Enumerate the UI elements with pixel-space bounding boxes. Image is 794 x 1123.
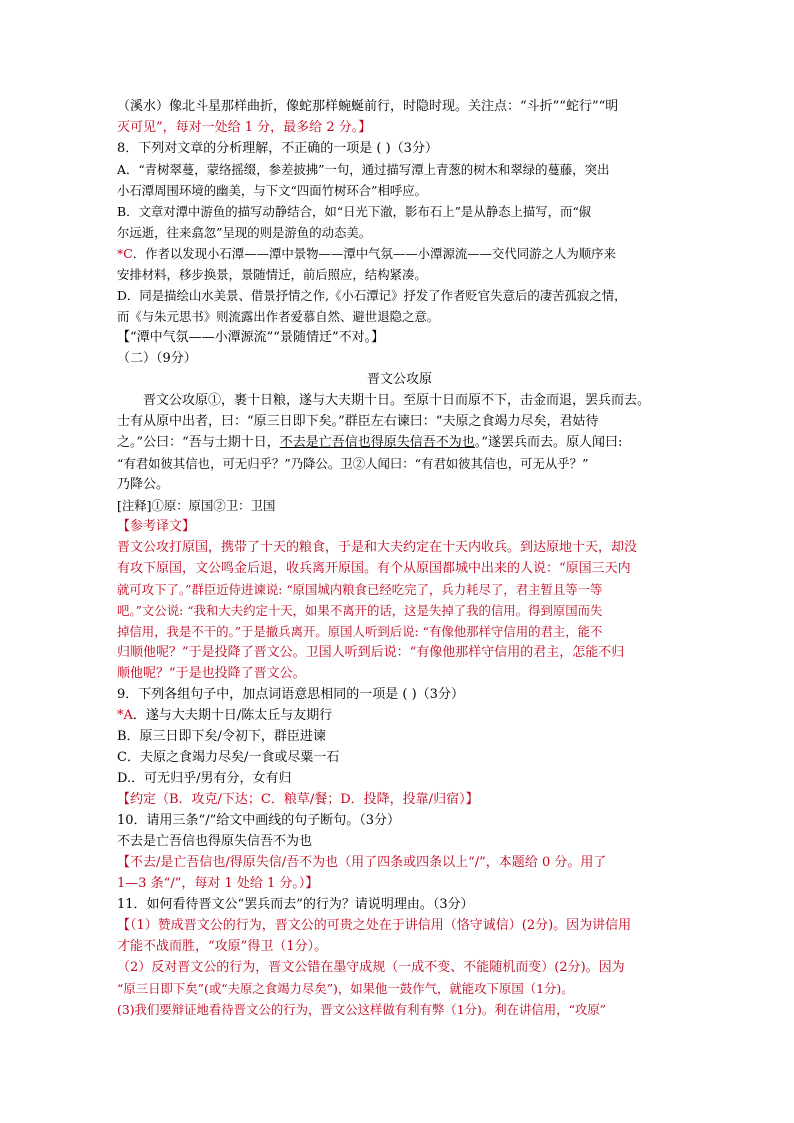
text-span: 尔远逝，往来翕忽”呈现的则是游鱼的动态美。 [117,225,372,240]
text-span: 之。”公曰：“吾与士期十日， [117,435,280,450]
text-span: 10．请用三条“/”给文中画线的句子断句。（3分） [117,813,400,828]
text-line [117,747,682,768]
text-line [117,348,682,369]
text-span: 【“潭中气氛——小潭源流”“景随情迁”不对。】 [117,330,385,345]
text-line [117,999,682,1020]
text-span: [注释]①原：原国②卫：卫国 [117,498,276,513]
text-line [117,621,682,642]
text-line [117,579,682,600]
text-span: 吧。”文公说: “我和大夫约定十天，如果不离开的话，这是失掉了我的信用。得到原国而失 [117,603,603,618]
text-line [117,453,682,474]
text-line [117,768,682,789]
text-span: D．同是描绘山水美景、借景抒情之作,《小石潭记》抒发了作者贬官失意后的凄苦孤寂之情， [117,288,627,303]
text-line [117,243,682,264]
text-span: 1—3 条“/”，每对 1 处给 1 分。）】 [117,876,319,891]
text-span: 【不去/是亡吾信也/得原失信/吾不为也（用了四条或四条以上“/”，本题给 0 分。用了 [117,855,607,870]
text-span: *A [117,708,133,723]
text-line [117,264,682,285]
text-line [117,810,682,831]
text-line [117,390,682,411]
text-line [117,222,682,243]
text-span: 士有从原中出者，曰：“原三日即下矣。”群臣左右谏曰：“夫原之食竭力尽矣，君姑待 [117,414,599,429]
text-span: “有君如彼其信也，可无归乎？”乃降公。卫②人闻曰：“有君如彼其信也，可无从乎？” [117,456,589,471]
text-line [117,495,682,516]
text-line [117,306,682,327]
text-span: 灭可见”，每对一处给 1 分，最多给 2 分。】 [117,120,372,135]
text-span: 小石潭周围环境的幽美，与下文“四面竹树环合”相呼应。 [117,183,428,198]
text-line [117,117,682,138]
text-line [117,726,682,747]
text-span: (或“夫原之食竭力尽矣”)，如果他一鼓作气，就能攻下原国（1分)。 [204,981,574,996]
text-span: 晋文公攻打原国，携带了十天的粮食，于是和大夫约定在十天内收兵。到达原地十天，却没 [117,540,638,555]
text-line [117,432,682,453]
text-span: 掉信用，我是不干的。”于是撤兵离开。原国人听到后说: “有像他那样守信用的君主，能不 [117,624,603,639]
text-span: 【参考译文】 [117,519,196,534]
text-line [117,642,682,663]
text-line [117,180,682,201]
text-line [117,474,682,495]
document-page [117,96,682,1020]
text-line [117,411,682,432]
text-line [117,831,682,852]
underlined-sentence: 不去是亡吾信也得原失信吾不为也 [279,435,475,450]
text-span: （二）（9分） [117,351,197,366]
text-span: （溪水）像北斗星那样曲折，像蛇那样蜿蜒前行，时隐时现。关注点：“斗折”“蛇行”“明 [117,99,619,114]
text-line [117,873,682,894]
text-span: C．夫原之食竭力尽矣/一食或尽粟一石 [117,750,340,765]
text-span: 11．如何看待晋文公“罢兵而去”的行为？请说明理由。（3分） [117,897,474,912]
text-line [117,663,682,684]
text-span: A．“青树翠蔓，蒙络摇缀，参差披拂”一句，通过描写潭上青葱的树木和翠绿的蔓藤，突出 [117,162,610,177]
text-span: “原三日即下矣” [117,981,205,996]
text-line [117,327,682,348]
text-line [117,852,682,873]
text-span: 9．下列各组句子中，加点词语意思相同的一项是 ( )（3分） [117,687,464,702]
text-line [117,96,682,117]
text-line [117,285,682,306]
text-line [117,894,682,915]
text-span: 不去是亡吾信也得原失信吾不为也 [117,834,313,849]
text-line [117,201,682,222]
text-line [117,600,682,621]
text-line [117,789,682,810]
text-line [117,978,682,999]
text-span: “攻原” [208,939,248,954]
text-line [117,516,682,537]
text-span: 有攻下原国，文公鸣金后退，收兵离开原国。有个从原国都城中出来的人说：“原国三天内 [117,561,631,576]
text-span: 晋文公攻原①，裹十日粮，遂与大夫期十日。至原十日而原不下，击金而退，罢兵而去。 [143,393,651,408]
text-line [117,915,682,936]
text-line [117,537,682,558]
text-span: 归顺他呢？”于是投降了晋文公。卫国人听到后说：“有像他那样守信用的君主，怎能不归 [117,645,625,660]
text-span: B．原三日即下矣/令初下，群臣进谏 [117,729,326,744]
text-span: 。”遂罢兵而去。原人闻曰: [474,435,623,450]
text-span: 就可攻下了。”群臣近侍进谏说: “原国城内粮食已经吃完了，兵力耗尽了，君主暂且等一等 [117,582,603,597]
text-line [117,957,682,978]
text-line [117,369,682,390]
text-line [117,558,682,579]
text-span: 才能不战而胜， [117,939,209,954]
text-span: 【（1）赞成晋文公的行为，晋文公的可贵之处在于讲信用（恪守诚信）(2分)。因为讲信用 [117,918,632,933]
text-span: D.．可无归乎/男有分，女有归 [117,771,292,786]
text-span: 乃降公。 [117,477,170,492]
text-span: B．文章对潭中游鱼的描写动静结合，如“日光下澈，影布石上”是从静态上描写，而“俶 [117,204,592,219]
text-span: 安排材料，移步换景，景随情迁，前后照应，结构紧凑。 [117,267,427,282]
text-span: 得卫（1分）。 [247,939,328,954]
text-line [117,936,682,957]
text-line [117,705,682,726]
text-span: 【约定（B．攻克/下达；C．粮草/餐；D．投降，投靠/归宿）】 [117,792,479,807]
text-line [117,138,682,159]
text-span: *C [117,246,133,261]
text-span: 晋文公攻原 [366,372,432,387]
text-line [117,684,682,705]
text-span: (3)我们要辩证地看待晋文公的行为，晋文公这样做有利有弊（1分)。利在讲信用， [117,1002,569,1017]
text-line [117,159,682,180]
text-span: 8．下列对文章的分析理解，不正确的一项是 ( )（3分） [117,141,438,156]
text-span: ．作者以发现小石潭——潭中景物——潭中气氛——小潭源流——交代同游之人为顺序来 [132,246,616,261]
text-span: 而《与朱元思书》则流露出作者爱慕自然、避世退隐之意。 [117,309,440,324]
text-span: “攻原” [568,1002,607,1017]
text-span: ．遂与大夫期十日/陈太丘与友期行 [132,708,333,723]
text-span: 顺他呢？”于是也投降了晋文公。 [117,666,306,681]
text-span: （2）反对晋文公的行为，晋文公错在墨守成规（一成不变、不能随机而变）(2分)。因为 [117,960,625,975]
